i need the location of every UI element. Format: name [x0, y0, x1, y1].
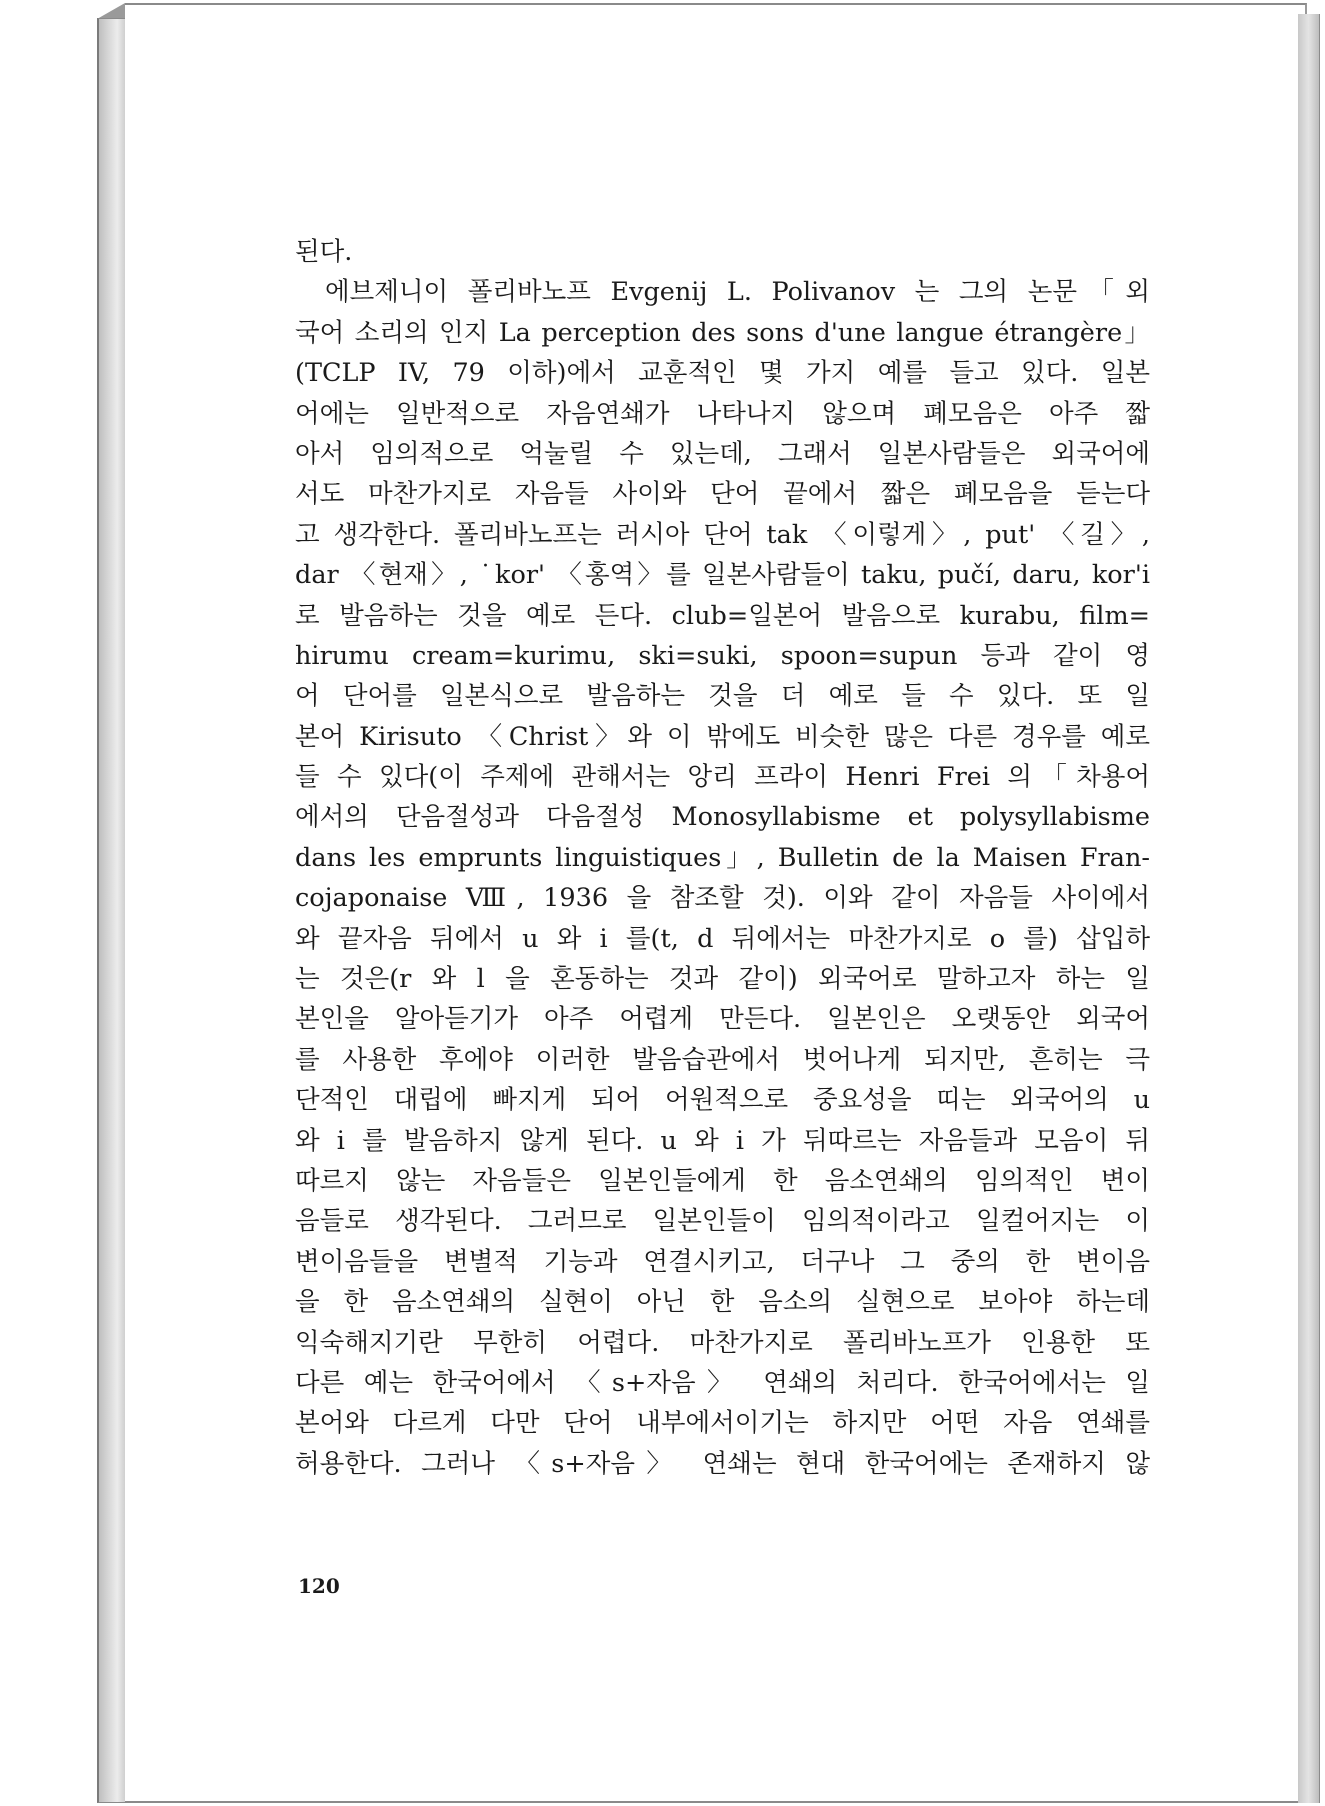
text-line: 된다. — [295, 237, 353, 267]
text-line: 들 수 있다(이 주제에 관해서는 앙리 프라이 Henri Frei 의「차용어 — [295, 762, 1150, 793]
text-line: 익숙해지기란 무한히 어렵다. 마찬가지로 폴리바노프가 인용한 또 — [295, 1327, 1150, 1358]
text-line: 와 i 를 발음하지 않게 된다. u 와 i 가 뒤따르는 자음들과 모음이 뒤 — [295, 1125, 1150, 1156]
text-line: 와 끝자음 뒤에서 u 와 i 를(t, d 뒤에서는 마찬가지로 o 를) 삽입하 — [295, 923, 1150, 954]
text-line: (TCLP IV, 79 이하)에서 교훈적인 몇 가지 예를 들고 있다. 일본 — [295, 358, 1150, 389]
text-line: cojaponaise Ⅷ, 1936 을 참조할 것). 이와 같이 자음들 사이에서 — [295, 883, 1150, 914]
text-line: 에브제니이 폴리바노프 Evgenij L. Polivanov 는 그의 논문「외 — [325, 277, 1150, 308]
text-line: 본어 Kirisuto 〈Christ〉와 이 밖에도 비슷한 많은 다른 경우를 예로 — [295, 721, 1150, 752]
book-spine — [97, 18, 125, 1803]
text-line: 어 단어를 일본식으로 발음하는 것을 더 예로 들 수 있다. 또 일 — [295, 681, 1150, 712]
text-line: dar 〈현재〉, ˙kor' 〈홍역〉를 일본사람들이 taku, pučí, daru, kor'i — [295, 560, 1150, 591]
text-line: 를 사용한 후에야 이러한 발음습관에서 벗어나게 되지만, 흔히는 극 — [295, 1044, 1150, 1075]
text-line: 고 생각한다. 폴리바노프는 러시아 단어 tak 〈이렇게〉, put' 〈길〉, — [295, 519, 1150, 550]
page-fore-edge — [1298, 14, 1320, 1803]
text-line: 을 한 음소연쇄의 실현이 아닌 한 음소의 실현으로 보아야 하는데 — [295, 1287, 1150, 1318]
text-line: 본어와 다르게 다만 단어 내부에서이기는 하지만 어떤 자음 연쇄를 — [295, 1408, 1150, 1439]
text-line: 음들로 생각된다. 그러므로 일본인들이 임의적이라고 일컬어지는 이 — [295, 1206, 1150, 1237]
text-line: dans les emprunts linguistiques」, Bulletin de la Maisen Fran- — [295, 842, 1150, 873]
text-line: hirumu cream=kurimu, ski=suki, spoon=supun 등과 같이 영 — [295, 640, 1150, 671]
text-line: 허용한다. 그러나 〈s+자음〉 연쇄는 현대 한국어에는 존재하지 않 — [295, 1448, 1150, 1479]
book-spine-top — [97, 3, 125, 19]
text-line: 아서 임의적으로 억눌릴 수 있는데, 그래서 일본사람들은 외국어에 — [295, 438, 1150, 469]
text-line: 서도 마찬가지로 자음들 사이와 단어 끝에서 짧은 폐모음을 듣는다 — [295, 479, 1150, 510]
text-line: 변이음들을 변별적 기능과 연결시키고, 더구나 그 중의 한 변이음 — [295, 1246, 1150, 1277]
body-text — [295, 232, 1150, 1484]
text-line: 는 것은(r 와 l 을 혼동하는 것과 같이) 외국어로 말하고자 하는 일 — [295, 964, 1150, 995]
text-line: 다른 예는 한국어에서 〈s+자음〉 연쇄의 처리다. 한국어에서는 일 — [295, 1367, 1150, 1398]
text-line: 에서의 단음절성과 다음절성 Monosyllabisme et polysyllabisme — [295, 802, 1150, 833]
page-number: 120 — [298, 1574, 340, 1598]
text-line: 단적인 대립에 빠지게 되어 어원적으로 중요성을 띠는 외국어의 u — [295, 1085, 1150, 1116]
text-line: 본인을 알아듣기가 아주 어렵게 만든다. 일본인은 오랫동안 외국어 — [295, 1004, 1150, 1035]
text-line: 로 발음하는 것을 예로 든다. club=일본어 발음으로 kurabu, film= — [295, 600, 1150, 631]
text-line: 어에는 일반적으로 자음연쇄가 나타나지 않으며 폐모음은 아주 짧 — [295, 398, 1150, 429]
text-line: 국어 소리의 인지 La perception des sons d'une langue étrangère」 — [295, 317, 1150, 348]
text-line: 따르지 않는 자음들은 일본인들에게 한 음소연쇄의 임의적인 변이 — [295, 1165, 1150, 1196]
